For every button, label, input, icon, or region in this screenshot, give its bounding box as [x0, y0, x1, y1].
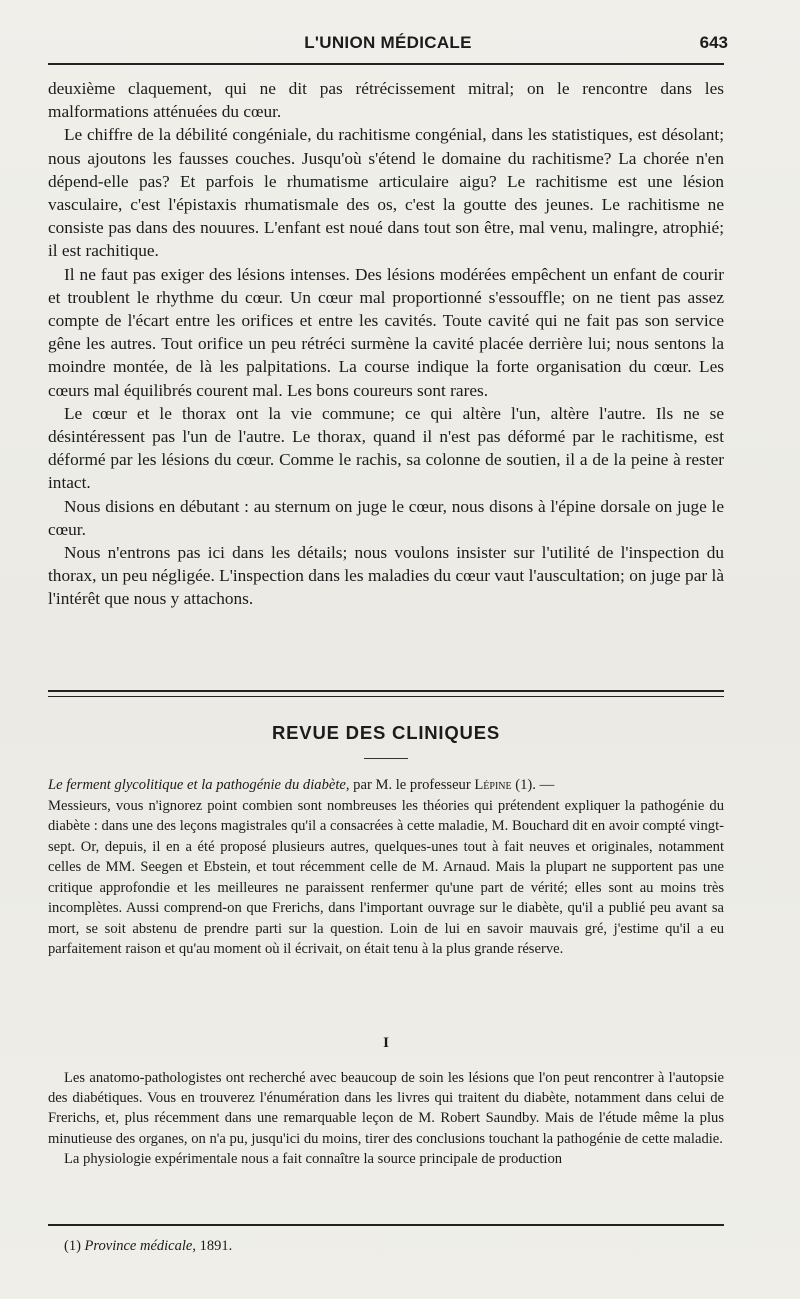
article-author: Lépine	[474, 777, 512, 793]
footnote-marker: (1)	[64, 1238, 85, 1254]
title-underline	[364, 758, 408, 759]
page-number: 643	[699, 33, 728, 52]
section-divider-thick	[48, 690, 724, 692]
section-title: REVUE DES CLINIQUES	[272, 722, 500, 743]
page-header	[48, 30, 728, 58]
footnote-year: , 1891.	[192, 1238, 233, 1254]
running-title: L'UNION MÉDICALE	[304, 33, 472, 52]
footnote-source: Province médicale	[84, 1238, 193, 1254]
paragraph: Nous n'entrons pas ici dans les détails; nous voulons insister sur l'utilité de l'inspection du thorax, un peu négligée. L'inspection dans les maladies du cœur vaut l'auscultation; on juge par là l'intérêt que nous y attachons.	[48, 543, 724, 609]
article-continuation	[48, 77, 724, 611]
review-article	[48, 775, 724, 960]
paragraph: Le cœur et le thorax ont la vie commune; ce qui altère l'un, altère l'autre. Ils ne se désintéressent pas l'un de l'autre. Le thorax, quand il n'est pas déformé par le rachitisme, est déformé par les lésions du cœur. Comme le rachis, sa colonne de soutien, il a de la peine à rester intact.	[48, 403, 724, 493]
footnote-rule	[48, 1224, 724, 1226]
footnote-ref: (1). —	[511, 777, 555, 793]
paragraph: Les anatomo-pathologistes ont recherché avec beaucoup de soin les lésions que l'on peut rencontrer à l'autopsie des diabétiques. Vous en trouverez l'énumération dans les livres qui traitent du diabète, notamment dans celui de Frerichs, et, plus récemment dans une remarquable leçon de M. Robert Saundby. Mais de l'étude même la plus minutieuse des organes, on n'a pu, jusqu'ici du moins, tirer des conclusions touchant la pathogénie de cette maladie.	[48, 1070, 724, 1147]
paragraph: Messieurs, vous n'ignorez point combien sont nombreuses les théories qui prétendent expliquer la pathogénie du diabète : dans une des leçons magistrales qu'il a consacrées à cette maladie, M. Bouchard dit en avoir compté vingt-sept. Or, depuis, il en a été proposé plusieurs autres, quelques-unes tout à fait neuves et originales, notamment celles de MM. Seegen et Ebstein, et tout récemment celle de M. Arnaud. Mais la plupart ne supportent pas une critique approfondie et les meilleures ne paraissent renfermer qu'une part de vérité; elles sont au moins très incomplètes. Aussi comprend-on que Frerichs, dans l'important ouvrage sur le diabète, qu'il a publié peu avant sa mort, se soit abstenu de prendre parti sur la question. Loin de lui en savoir mauvais gré, j'estime qu'il a eu parfaitement raison et qu'au moment où il écrivait, on était tenu à la plus grande réserve.	[48, 797, 724, 957]
paragraph: Il ne faut pas exiger des lésions intenses. Des lésions modérées empêchent un enfant de courir et troublent le rhythme du cœur. Un cœur mal proportionné s'essouffle; on ne tient pas assez compte de l'écart entre les orifices et entre les cavités. Toute cavité qui ne fait pas son service gêne les autres. Tout orifice un peu rétréci surmène la cavité placée derrière lui; nous sentons la moindre montée, de là les palpitations. La course indique la forte organisation du cœur. Les cœurs mal équilibrés courent mal. Les bons coureurs sont rares.	[48, 264, 724, 400]
article-heading	[48, 775, 724, 796]
paragraph: Nous disions en débutant : au sternum on juge le cœur, nous disons à l'épine dorsale on juge le cœur.	[48, 496, 724, 539]
article-byline: par M. le professeur	[349, 777, 475, 793]
part-number: I	[383, 1035, 389, 1051]
paragraph: Le chiffre de la débilité congéniale, du rachitisme congénial, dans les statistiques, est désolant; nous ajoutons les fausses couches. Jusqu'où s'étend le domaine du rachitisme? La chorée n'en dépend-elle pas? Et parfois le rhumatisme articulaire aigu? Le rachitisme est une lésion vasculaire, c'est l'épistaxis rhumatismale des os, c'est la goutte des jeunes. Le rachitisme ne consiste pas dans des nouures. L'enfant est noué dans tout son être, mal venu, malingre, atrophié; il est rachitique.	[48, 125, 724, 261]
paragraph: La physiologie expérimentale nous a fait connaître la source principale de production	[64, 1150, 563, 1167]
footnote	[64, 1238, 232, 1255]
header-rule	[48, 63, 724, 65]
review-article-part-1	[48, 1068, 724, 1169]
article-title: Le ferment glycolitique et la pathogénie du diabète,	[48, 777, 350, 793]
paragraph: deuxième claquement, qui ne dit pas rétrécissement mitral; on le rencontre dans les malformations atténuées du cœur.	[48, 79, 724, 122]
section-divider-thin	[48, 696, 724, 697]
